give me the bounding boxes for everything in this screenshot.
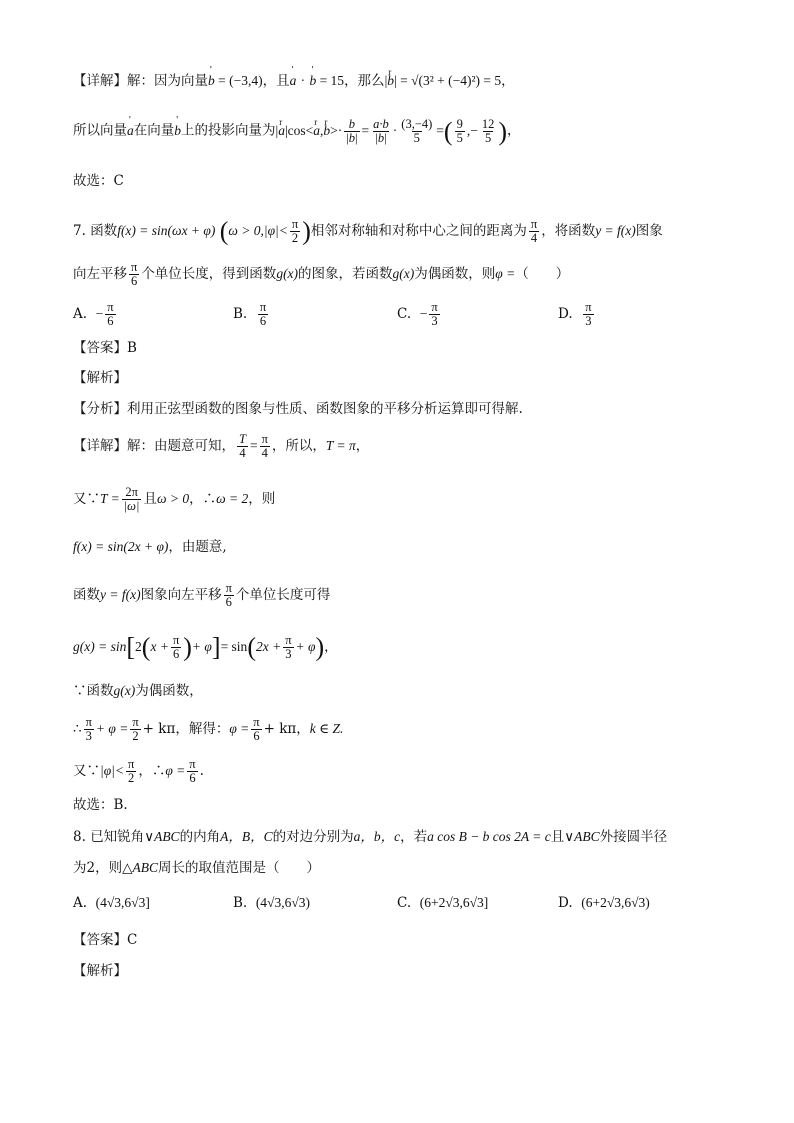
text: ， — [324, 639, 338, 655]
text: + kπ，解得： — [142, 721, 230, 737]
math: A，B，C — [220, 829, 273, 844]
text: 的图象，若函数 — [298, 266, 393, 282]
q6-choice: 故选：C — [73, 173, 124, 189]
sign: − — [95, 306, 104, 321]
text: ，由题意, — [168, 539, 227, 555]
option-label: D. — [558, 895, 573, 911]
text: 个单位长度，得到函数 — [141, 266, 277, 282]
math: ∨ABC — [564, 829, 600, 844]
text: 图象向左平移 — [140, 587, 222, 603]
text: 且 — [143, 491, 157, 507]
q8-analysis: 【解析】 — [73, 963, 127, 979]
math: g(x) — [113, 683, 136, 698]
text: 又∵ — [73, 763, 100, 779]
text: ，∴ — [189, 491, 217, 507]
math: g(x) = sin — [73, 639, 127, 654]
proj-expr: |r a|cos<r a,r b>· $\frac{b}{|b|}$ = $\frac{a\cdot b}{|b|}$ · $\frac{(3,-4)}{5}$ =( $\frac{9}{5}$ ,− $\frac{12}{5}$ ) — [276, 123, 508, 138]
math: y = f(x) — [595, 223, 636, 238]
text: 为偶函数，则 — [414, 266, 496, 282]
text: ， — [507, 122, 521, 139]
detail-tag: 【详解】 — [73, 73, 127, 89]
math: ω > 0,|φ|< — [228, 223, 288, 238]
option-text: (6+2√3,6√3] — [419, 895, 489, 910]
q7-option-a: A. − $\frac{\pi}{6}$ — [73, 300, 114, 328]
text: ，所以， — [271, 438, 326, 454]
text: ， — [501, 73, 515, 89]
text: 在向量 — [133, 122, 175, 139]
math: ω = 2 — [216, 491, 249, 506]
text: ∵函数 — [73, 683, 114, 699]
text: 为2，则△ — [73, 860, 133, 876]
text: 解：由题意可知， — [127, 438, 235, 454]
option-text: (4√3,6√3) — [255, 895, 310, 910]
text: 图象 — [635, 223, 663, 239]
text: 解：因为向量 — [127, 73, 208, 89]
q8-answer: 【答案】C — [73, 932, 138, 948]
option-text: (6+2√3,6√3) — [581, 895, 650, 910]
q7-option-d: D. $\frac{\pi}{3}$ — [558, 300, 592, 328]
dot: · — [300, 73, 306, 88]
text: 函数 — [73, 587, 100, 603]
q7-stem-line2: 向左平移 $\frac{\pi}{6}$ 个单位长度，得到函数g(x)的图象，若函数g(x)为偶函数，则φ =（ ） — [73, 260, 570, 288]
text: 个单位长度可得 — [235, 587, 331, 603]
norm: |r b| — [385, 73, 397, 88]
text: ， — [355, 438, 370, 454]
math: = (−3,4) — [214, 73, 263, 88]
math: a，b，c — [353, 829, 401, 844]
option-label: B. — [233, 306, 248, 322]
option-label: B. — [233, 895, 248, 911]
q7-choice: 故选：B. — [73, 797, 128, 813]
q8-option-a — [73, 894, 150, 912]
q8-option-d — [558, 894, 650, 912]
q7-detail-line6 — [73, 682, 203, 700]
q7-detail-line8: 又∵|φ|< $\frac{\pi}{2}$ ，∴φ = $\frac{\pi}{6}$ . — [73, 757, 204, 785]
text: 周长的取值范围是（ ） — [157, 860, 320, 876]
vector-a: ' a — [290, 72, 297, 90]
text: 又∵ — [73, 491, 100, 507]
q6-projection-line — [73, 118, 521, 145]
math: f(x) = sin(2x + φ) — [73, 539, 169, 554]
math: T = — [100, 491, 120, 506]
q7-detail-line2: 又∵T = $\frac{2\pi}{|\omega|}$ 且ω > 0，∴ω = 2，则 — [73, 485, 276, 513]
math: = √(3² + (−4)²) = 5 — [396, 73, 502, 88]
option-label: C. — [397, 895, 412, 911]
math: g(x) — [392, 266, 415, 281]
q8-option-b — [233, 894, 310, 912]
q7-analysis: 【解析】 — [73, 370, 127, 386]
math: ABC — [132, 860, 158, 875]
q8-stem-line1 — [73, 828, 667, 846]
q7-answer: 【答案】B — [73, 340, 137, 356]
q8-option-c — [397, 894, 488, 912]
q6-detail-line — [73, 72, 515, 90]
option-label: C. — [397, 306, 412, 322]
question-number: 7. — [73, 223, 86, 239]
math: ω > 0 — [156, 491, 190, 506]
math: g(x) — [276, 266, 299, 281]
vector-a: ' a — [127, 122, 134, 140]
text: ∴ — [73, 721, 82, 737]
q7-option-c: C. − $\frac{\pi}{3}$ — [397, 300, 438, 328]
text: + kπ， — [263, 721, 310, 737]
vector-b: ' b — [208, 72, 215, 90]
math: ∨ABC — [144, 829, 180, 844]
option-label: A. — [73, 895, 88, 911]
option-label: A. — [73, 306, 88, 322]
math: f(x) = sin(ωx + φ) — [117, 223, 216, 238]
text: ，若 — [400, 829, 428, 845]
vector-b: ' b — [309, 72, 316, 90]
text: ，那么 — [344, 73, 385, 89]
question-number: 8. — [73, 829, 86, 845]
text: ，∴ — [138, 763, 166, 779]
math: φ = — [495, 266, 516, 281]
math: = 15 — [316, 73, 345, 88]
text: ，将函数 — [541, 223, 596, 239]
text: 的内角 — [179, 829, 221, 845]
detail-tag: 【详解】 — [73, 438, 127, 454]
text: 函数 — [90, 223, 118, 239]
q7-stem-line1: 7. 函数f(x) = sin(ωx + φ) (ω > 0,|φ|< $\frac{\pi}{2}$ )相邻对称轴和对称中心之间的距离为 $\frac{\pi}{4}$ ，将函数y = f(x)图象 — [73, 216, 663, 246]
text: 向左平移 — [73, 266, 127, 282]
text: 所以向量 — [73, 122, 127, 139]
text: 的对边分别为 — [272, 829, 354, 845]
math: T = π — [325, 438, 356, 453]
q7-option-b: B. $\frac{\pi}{6}$ — [233, 300, 267, 328]
text: 且 — [550, 829, 565, 845]
q7-detail-line1: 【详解】解：由题意可知， $\frac{T}{4}$ = $\frac{\pi}{4}$ ，所以，T = π， — [73, 432, 370, 460]
text: 已知锐角 — [90, 829, 145, 845]
vector-b: ' b — [174, 122, 181, 140]
text: ，则 — [248, 491, 276, 507]
option-text: (4√3,6√3] — [95, 895, 150, 910]
q7-detail-line4: 函数y = f(x)图象向左平移 $\frac{\pi}{6}$ 个单位长度可得 — [73, 581, 331, 609]
q7-fenxi: 【分析】利用正弦型函数的图象与性质、函数图象的平移分析运算即可得解. — [73, 401, 523, 417]
math: a cos B − b cos 2A = c — [427, 829, 551, 844]
sign: − — [419, 306, 428, 321]
q8-stem-line2 — [73, 859, 320, 877]
text: 为偶函数， — [135, 683, 203, 699]
text: 相邻对称轴和对称中心之间的距离为 — [310, 223, 527, 239]
q7-detail-line3 — [73, 538, 227, 556]
text: （ ） — [515, 266, 570, 282]
text: 外接圆半径 — [599, 829, 668, 845]
text: 上的投影向量为 — [181, 122, 276, 139]
q7-detail-line5: g(x) = sin[2(x + $\frac{\pi}{6}$ )+ φ]= sin(2x + $\frac{\pi}{3}$ + φ)， — [73, 632, 338, 662]
option-label: D. — [558, 306, 573, 322]
math: y = f(x) — [100, 587, 141, 602]
q7-detail-line7: ∴ $\frac{\pi}{3}$ + φ = $\frac{\pi}{2}$ + kπ，解得：φ = $\frac{\pi}{6}$ + kπ，k ∈ Z. — [73, 715, 344, 743]
text: ，且 — [262, 73, 290, 89]
